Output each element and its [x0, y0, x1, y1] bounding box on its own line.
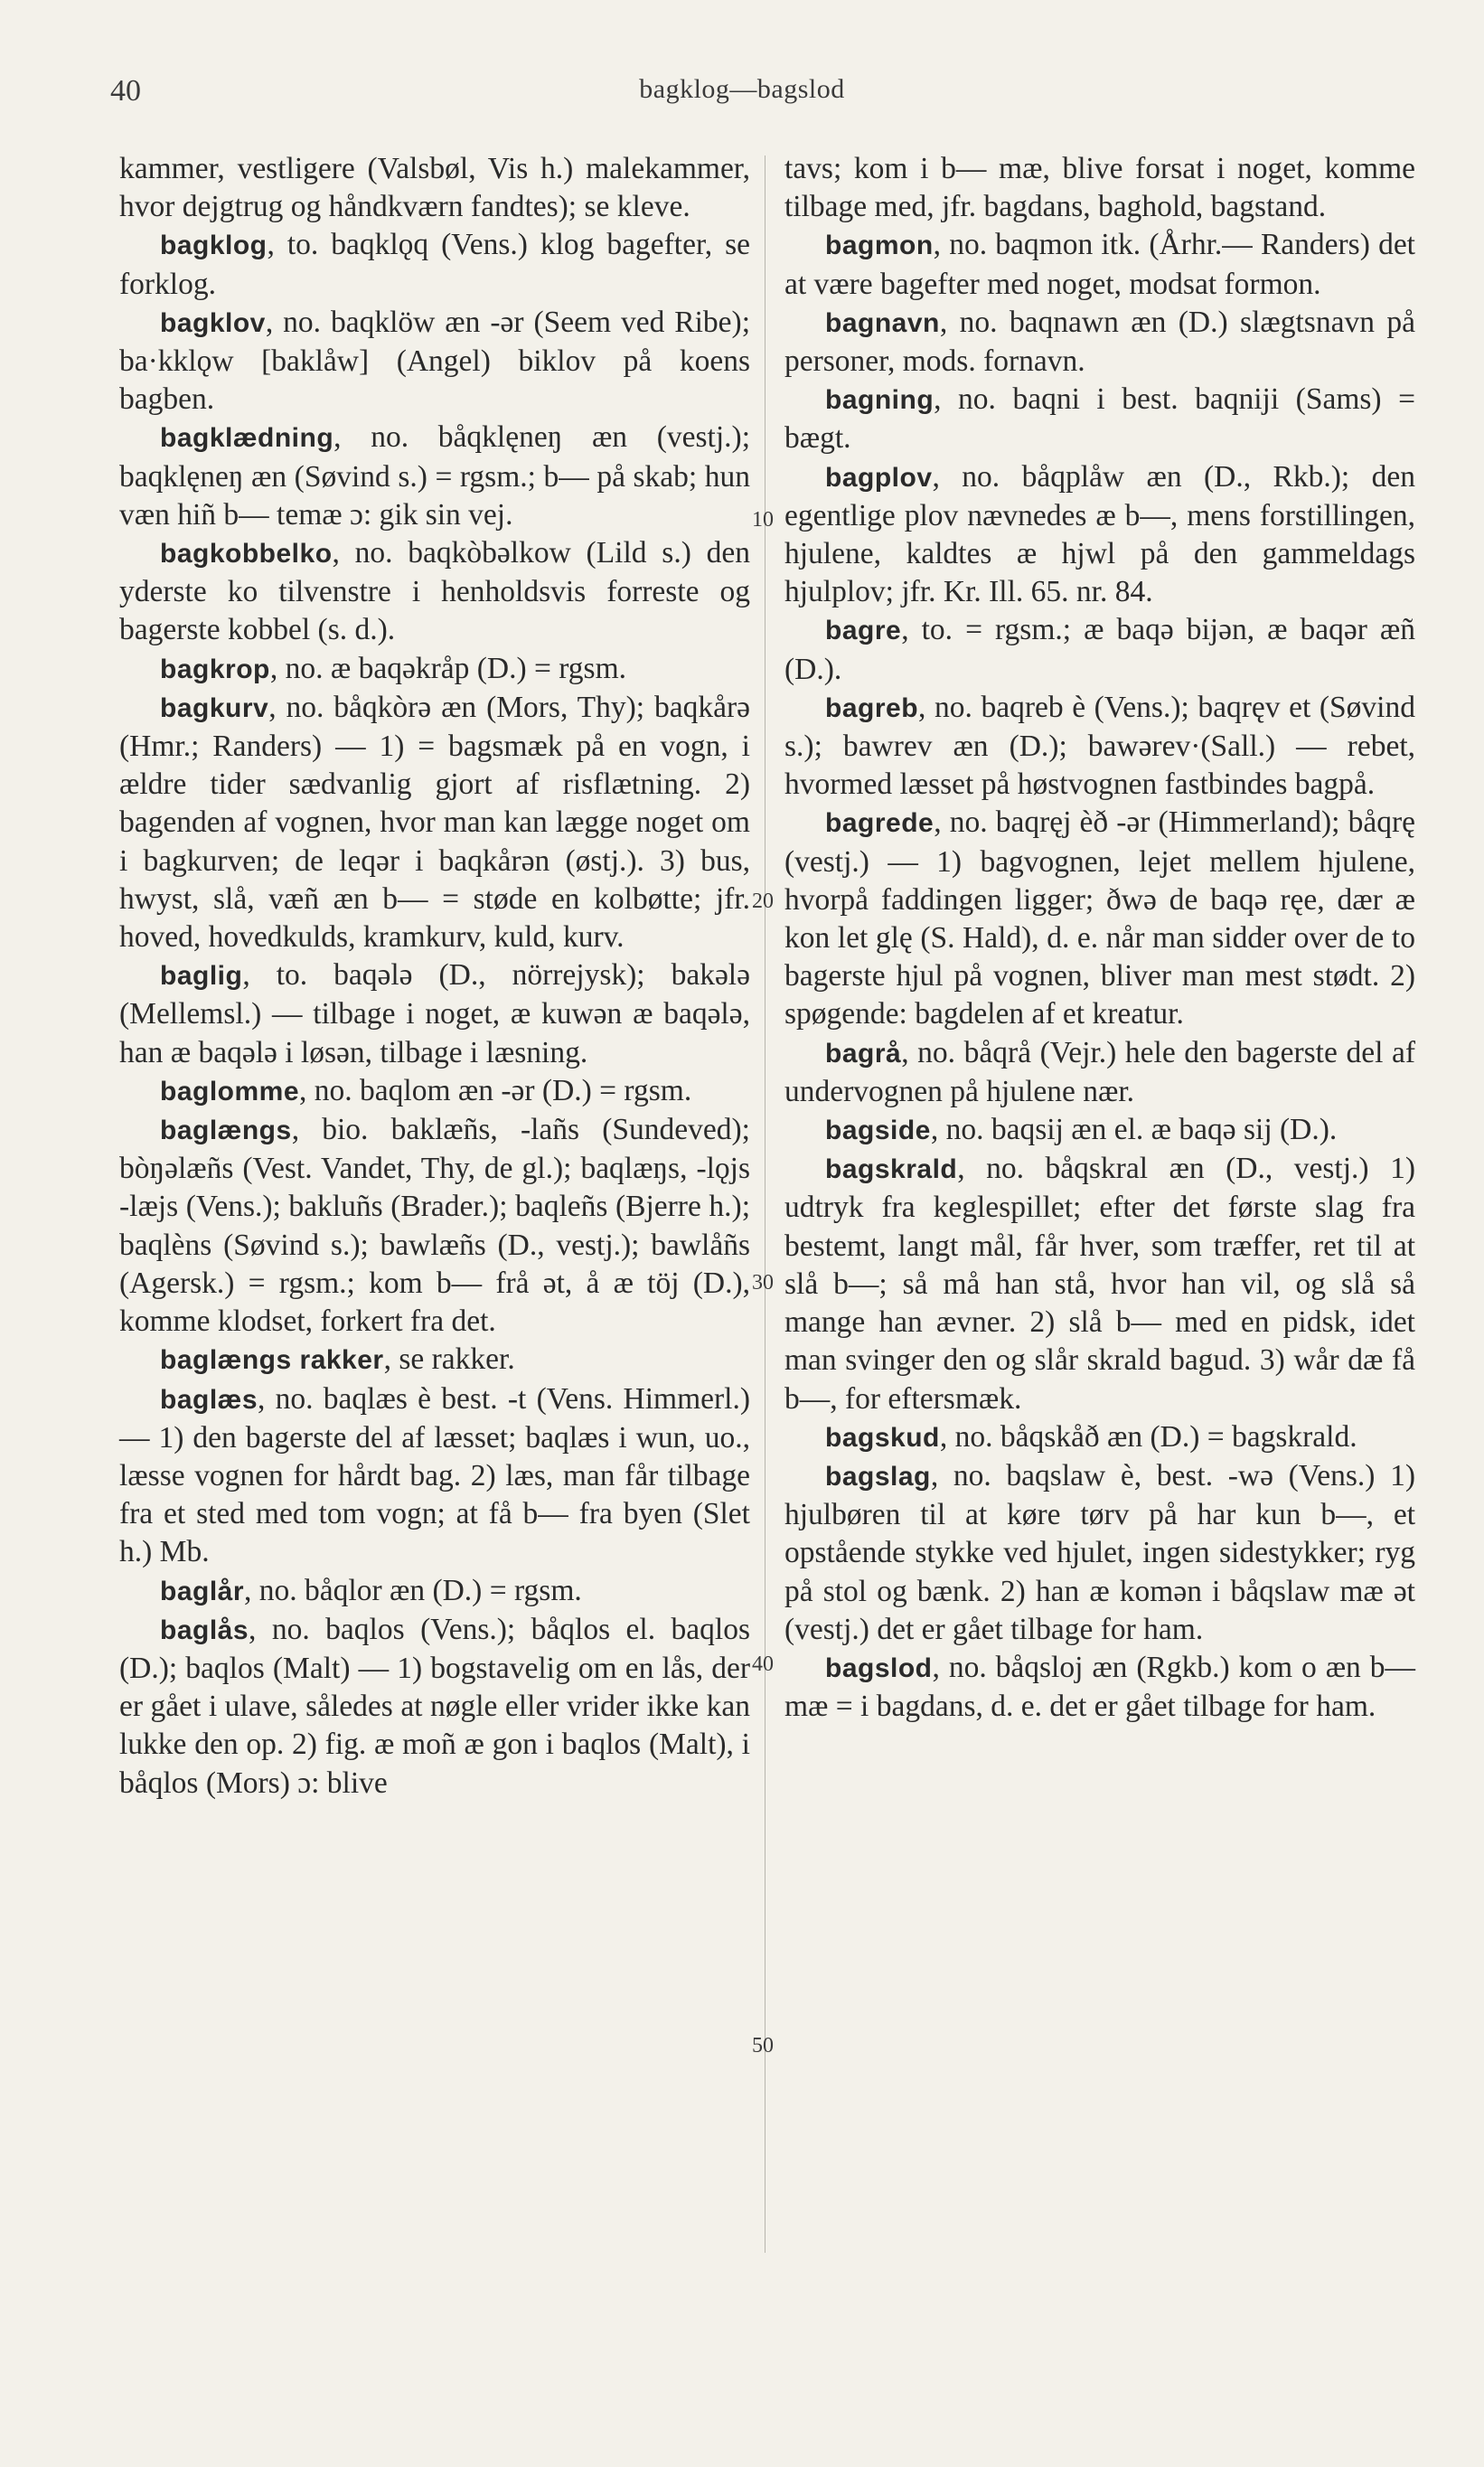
entry-text: , no. båqrå (Vejr.) hele den bagerste del af undervognen på hjulene nær.: [784, 1035, 1415, 1108]
entry-text: , no. baqlos (Vens.); båqlos el. baqlos (D.); baqlos (Malt) — 1) bogstavelig om en lås, der er gået i ulave, således at nøgle eller vrider ikke kan lukke den op. 2) fig. æ moñ æ gon i baqlos (Malt), i båqlos (Mors) ɔ: blive: [119, 1612, 750, 1800]
dictionary-entry: [119, 650, 750, 689]
dictionary-entry: [119, 534, 750, 650]
dictionary-entry: [119, 226, 750, 303]
page-header: [0, 0, 1484, 145]
entry-text: , to. = rgsm.; æ baqə bijən, æ baqər æñ (D.).: [784, 613, 1415, 686]
headword: baglig: [160, 961, 243, 992]
dictionary-entry: [784, 1418, 1415, 1457]
entry-text: , to. baqklǫq (Vens.) klog bagefter, se forklog.: [119, 228, 750, 301]
entry-text: , no. baqreb è (Vens.); baqręv et (Søvind s.); bawrev æn (D.); bawərev·(Sall.) — rebet, hvormed læsset på høstvognen fastbindes bagpå.: [784, 690, 1415, 802]
entry-text: , no. baqslaw è, best. -wə (Vens.) 1) hjulbøren til at køre tørv på har kun b—, et opstående stykke ved hjulet, ingen sidestykker; ryg på stol og bænk. 2) han æ komən i båqslaw mæ ət (vestj.) det er gået tilbage for ham.: [784, 1458, 1415, 1646]
dictionary-entry: [119, 689, 750, 956]
entry-text: tavs; kom i b— mæ, blive forsat i noget, komme tilbage med, jfr. bagdans, baghold, bagstand.: [784, 152, 1415, 224]
dictionary-entry: [119, 1572, 750, 1611]
entry-text: , no. baqsij æn el. æ baqə sij (D.).: [930, 1113, 1338, 1147]
headword: bagkurv: [160, 692, 269, 723]
dictionary-entry: [119, 1072, 750, 1111]
headword: bagklædning: [160, 423, 334, 454]
dictionary-entry: [119, 1611, 750, 1803]
headword: bagside: [825, 1116, 931, 1146]
headword: baglomme: [160, 1076, 300, 1106]
line-number: 10: [752, 508, 774, 532]
dictionary-entry: [784, 226, 1415, 303]
running-head: bagklog—bagslod: [639, 74, 845, 104]
entry-text: , no. baqręj èð -ər (Himmerland); båqrę (vestj.) — 1) bagvognen, lejet mellem hjulene, hvorpå faddingen ligger; ðwə de baqə ręe, dær æ kon let glę (S. Hald), d. e. når man sidder over de to bagerste hjul på vognen, bliver man mest stødt. 2) spøgende: bagdelen af et kreatur.: [784, 805, 1415, 1031]
headword: baglængs: [160, 1116, 292, 1146]
dictionary-entry: [784, 458, 1415, 612]
line-number: 50: [752, 2034, 774, 2057]
entry-text: , no. baqni i best. baqniji (Sams) = bægt.: [784, 382, 1415, 456]
dictionary-entry: [119, 1341, 750, 1379]
dictionary-entry: [784, 1457, 1415, 1649]
dictionary-entry: [119, 150, 750, 226]
entry-text: , no. baqmon itk. (Århr.— Randers) det at være bagefter med noget, modsat formon.: [784, 228, 1415, 301]
headword: baglår: [160, 1576, 245, 1606]
page-number: 40: [110, 74, 141, 108]
headword: bagskrald: [825, 1154, 958, 1185]
entry-text: , no. baqlom æn -ər (D.) = rgsm.: [299, 1073, 692, 1107]
right-column: [784, 150, 1415, 1726]
headword: bagrå: [825, 1038, 902, 1069]
headword: bagnavn: [825, 307, 940, 338]
headword: bagreb: [825, 692, 919, 723]
entry-text: , no. baqkòbəlkow (Lild s.) den yderste ko tilvenstre i henholdsvis forreste og bagerste kobbel (s. d.).: [119, 536, 750, 647]
entry-text: , no. båqsloj æn (Rgkb.) kom o æn b— mæ = i bagdans, d. e. det er gået tilbage for ham.: [784, 1650, 1415, 1724]
entry-text: , no. båqskral æn (D., vestj.) 1) udtryk fra keglespillet; efter det første slag fra bestemt, langt mål, får hver, som træffer, ret til at slå b—; så må han stå, hvor han vil, og slå så mange han ævner. 2) slå b— med en pidsk, idet man svinger den og slår skrald bagud. 3) wår dæ få b—, for eftersmæk.: [784, 1152, 1415, 1416]
entry-text: , no. båqkòrə æn (Mors, Thy); baqkårə (Hmr.; Randers) — 1) = bagsmæk på en vogn, i ældre tider sædvanlig gjort af risflætning. 2) bagenden af vognen, hvor man kan lægge noget om i bagkurven; de leqər i baqkårən (østj.). 3) bus, hwyst, slå, væñ æn b— = støde en kolbøtte; jfr. hoved, hovedkulds, kramkurv, kuld, kurv.: [119, 690, 750, 955]
dictionary-entry: [784, 150, 1415, 226]
dictionary-entry: [119, 956, 750, 1072]
dictionary-entry: [784, 304, 1415, 381]
entry-text: , no. båqlor æn (D.) = rgsm.: [244, 1573, 582, 1607]
entry-text: , to. baqələ (D., nörrejysk); bakələ (Mellemsl.) — tilbage i noget, æ kuwən æ baqələ, han æ baqələ i løsən, tilbage i læsning.: [119, 958, 750, 1069]
dictionary-entry: [784, 1034, 1415, 1111]
entry-text: , se rakker.: [383, 1342, 515, 1377]
dictionary-entry: [784, 689, 1415, 805]
headword: bagning: [825, 385, 935, 416]
headword: bagrede: [825, 808, 935, 839]
dictionary-entry: [119, 1380, 750, 1572]
dictionary-entry: [784, 1111, 1415, 1150]
entry-text: , no. baqklöw æn -ər (Seem ved Ribe); ba·kklǫw [baklåw] (Angel) biklov på koens bagben.: [119, 305, 750, 417]
headword: bagre: [825, 616, 902, 646]
line-number: 20: [752, 890, 774, 913]
dictionary-entry: [784, 1649, 1415, 1726]
headword: bagslod: [825, 1653, 933, 1683]
entry-text: , no. båqklęneŋ æn (vestj.); baqklęneŋ æn (Søvind s.) = rgsm.; b— på skab; hun væn hiñ b— temæ ɔ: gik sin vej.: [119, 420, 750, 532]
headword: baglængs rakker: [160, 1345, 384, 1376]
headword: bagklog: [160, 231, 268, 261]
headword: bagskud: [825, 1422, 940, 1453]
headword: bagslag: [825, 1461, 931, 1492]
headword: bagkobbelko: [160, 539, 333, 570]
dictionary-entry: [784, 804, 1415, 1033]
dictionary-entry: [119, 304, 750, 419]
entry-text: , no. æ baqəkråp (D.) = rgsm.: [269, 651, 627, 685]
left-column: [119, 150, 750, 1803]
line-number: 40: [752, 1653, 774, 1676]
entry-text: kammer, vestligere (Valsbøl, Vis h.) malekammer, hvor dejgtrug og håndkværn fandtes); se kleve.: [119, 152, 750, 224]
headword: bagplov: [825, 462, 933, 493]
dictionary-entry: [784, 611, 1415, 688]
entry-text: , no. båqskåð æn (D.) = bagskrald.: [939, 1419, 1357, 1454]
dictionary-entry: [119, 419, 750, 534]
headword: bagmon: [825, 231, 934, 261]
entry-text: , no. baqlæs è best. -t (Vens. Himmerl.) — 1) den bagerste del af læsset; baqlæs i wun, uo., læsse vognen for hårdt bag. 2) læs, man får tilbage fra et sted med tom vogn; at få b— fra byen (Slet h.) Mb.: [119, 1381, 750, 1569]
headword: bagkrop: [160, 654, 270, 684]
dictionary-entry: [784, 381, 1415, 457]
entry-text: , no. båqplåw æn (D., Rkb.); den egentlige plov nævnedes æ b—, mens forstillingen, hjulene, kaldtes æ hjwl på den gammeldags hjulplov; jfr. Kr. Ill. 65. nr. 84.: [784, 459, 1415, 609]
entry-text: , no. baqnawn æn (D.) slægtsnavn på personer, mods. fornavn.: [784, 305, 1415, 379]
dictionary-entry: [784, 1150, 1415, 1417]
headword: baglås: [160, 1615, 249, 1645]
entry-text: , bio. baklæñs, -lañs (Sundeved); bòŋəlæñs (Vest. Vandet, Thy, de gl.); baqlæŋs, -lǫjs -læjs (Vens.); bakluñs (Brader.); baqleñs (Bjerre h.); baqlèns (Søvind s.); bawlæñs (D., vestj.); bawlåñs (Agersk.) = rgsm.; kom b— frå ət, å æ töj (D.), komme klodset, forkert fra det.: [119, 1113, 750, 1339]
headword: bagklov: [160, 307, 266, 338]
line-number: 30: [752, 1271, 774, 1295]
headword: baglæs: [160, 1384, 258, 1415]
dictionary-entry: [119, 1111, 750, 1341]
